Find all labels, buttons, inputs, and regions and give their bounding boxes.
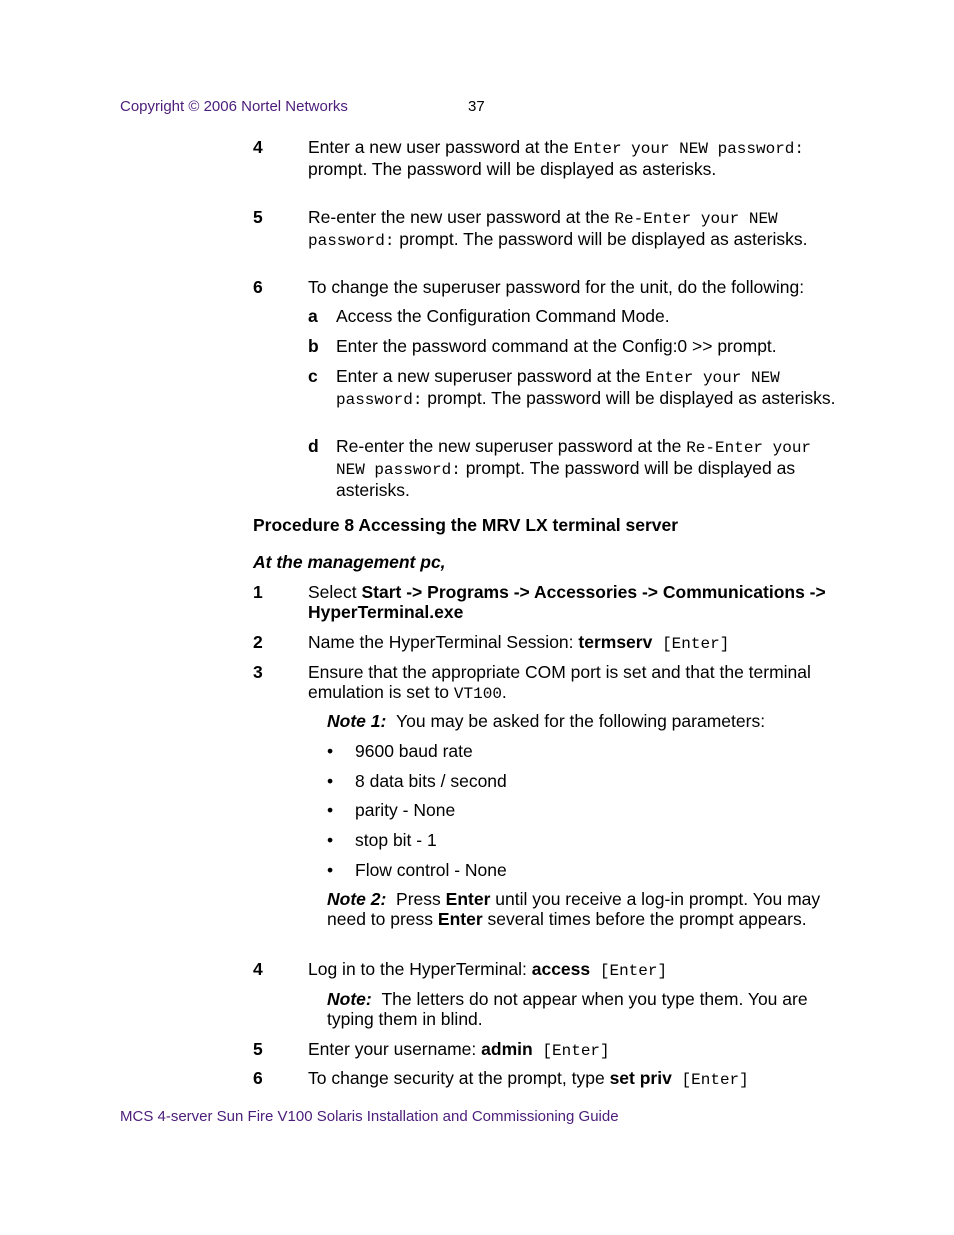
list-item-text: 8 data bits / second (355, 771, 507, 791)
substep-text-post: prompt. The password will be displayed as asterisks. (422, 388, 836, 408)
substep-text (336, 436, 836, 500)
username-value: admin (481, 1039, 533, 1059)
note-label: Note: (327, 989, 372, 1009)
substep-letter: d (308, 436, 319, 456)
list-item-text: stop bit - 1 (355, 830, 437, 850)
step-number: 2 (253, 632, 263, 652)
note-text: until you receive a log-in prompt. You may need to press (327, 889, 821, 929)
enter-key-code: [Enter] (542, 1042, 610, 1060)
note-label: Note 1: (327, 711, 387, 731)
note-text: several times before the prompt appears. (482, 909, 807, 929)
step-code: Enter your NEW password: (573, 140, 804, 158)
substep-text-pre: Re-enter the new superuser password at the (336, 436, 687, 456)
step-number: 6 (253, 277, 263, 297)
note-text: The letters do not appear when you type them. You are typing them in blind. (327, 989, 808, 1029)
step-text (308, 959, 838, 981)
login-command: access (531, 959, 591, 979)
bullet-icon: • (327, 830, 334, 850)
note-text: You may be asked for the following parameters: (396, 711, 766, 731)
step-text-pre: Name the HyperTerminal Session: (308, 632, 579, 652)
enter-key: Enter (437, 909, 483, 929)
step-text-pre: Select (308, 582, 362, 602)
enter-key-code: [Enter] (681, 1071, 749, 1089)
substep-letter: a (308, 306, 318, 326)
substep-code: Re-Enter your NEW password: (336, 439, 812, 479)
bullet-icon: • (327, 860, 334, 880)
list-item-text: Flow control - None (355, 860, 507, 880)
step-text (308, 632, 838, 654)
enter-key-code: [Enter] (662, 635, 730, 653)
step-text: To change the superuser password for the unit, do the following: (308, 277, 805, 297)
procedure-title: Procedure 8 Accessing the MRV LX terminal server (253, 515, 679, 535)
note-1 (327, 711, 842, 731)
step-text-post: prompt. The password will be displayed as asterisks. (394, 229, 808, 249)
menu-path: Start -> Programs -> Accessories -> Communications -> HyperTerminal.exe (308, 582, 826, 622)
step-number: 4 (253, 137, 263, 157)
substep-text-post: prompt. The password will be displayed as asterisks. (336, 458, 796, 500)
footer-title: MCS 4-server Sun Fire V100 Solaris Installation and Commissioning Guide (120, 1108, 619, 1125)
session-name: termserv (578, 632, 653, 652)
step-text (308, 137, 838, 179)
step-text (308, 1039, 838, 1061)
step-text (308, 582, 838, 622)
step-text-pre: Log in to the HyperTerminal: (308, 959, 532, 979)
step-text-pre: Enter your username: (308, 1039, 482, 1059)
management-heading: At the management pc, (253, 552, 446, 572)
note-text: Press (396, 889, 446, 909)
substep-letter: b (308, 336, 319, 356)
note-2 (327, 889, 842, 929)
list-item-text: 9600 baud rate (355, 741, 473, 761)
substep-text: Enter the password command at the Config:0 >> prompt. (336, 336, 777, 356)
step-number: 1 (253, 582, 263, 602)
step-number: 4 (253, 959, 263, 979)
note-3 (327, 989, 842, 1029)
step-number: 6 (253, 1068, 263, 1088)
substep-text: Access the Configuration Command Mode. (336, 306, 670, 326)
step-text-post: . (501, 682, 507, 702)
enter-key-code: [Enter] (599, 962, 668, 980)
step-number: 5 (253, 207, 263, 227)
bullet-icon: • (327, 771, 334, 791)
list-item-text: parity - None (355, 800, 456, 820)
substep-text-pre: Enter a new superuser password at the (336, 366, 646, 386)
emulation-code: VT100 (453, 685, 502, 703)
step-code: Re-Enter your NEW password: (308, 210, 778, 250)
substep-code: Enter your NEW password: (336, 369, 780, 409)
substep-letter: c (308, 366, 318, 386)
step-text (308, 662, 838, 704)
step-number: 5 (253, 1039, 263, 1059)
step-text-pre: Re-enter the new user password at the (308, 207, 615, 227)
note-label: Note 2: (327, 889, 387, 909)
substep-text (336, 366, 836, 410)
bullet-icon: • (327, 800, 334, 820)
header-copyright: Copyright © 2006 Nortel Networks (120, 98, 348, 115)
step-text (308, 1068, 838, 1090)
step-text-pre: Enter a new user password at the (308, 137, 574, 157)
step-number: 3 (253, 662, 263, 682)
page-number: 37 (468, 98, 485, 115)
security-command: set priv (609, 1068, 672, 1088)
enter-key: Enter (445, 889, 491, 909)
step-text-post: prompt. The password will be displayed as asterisks. (308, 159, 717, 179)
bullet-icon: • (327, 741, 334, 761)
step-text-pre: To change security at the prompt, type (308, 1068, 610, 1088)
step-text (308, 207, 838, 251)
step-text-pre: Ensure that the appropriate COM port is set and that the terminal emulation is set to (308, 662, 811, 702)
